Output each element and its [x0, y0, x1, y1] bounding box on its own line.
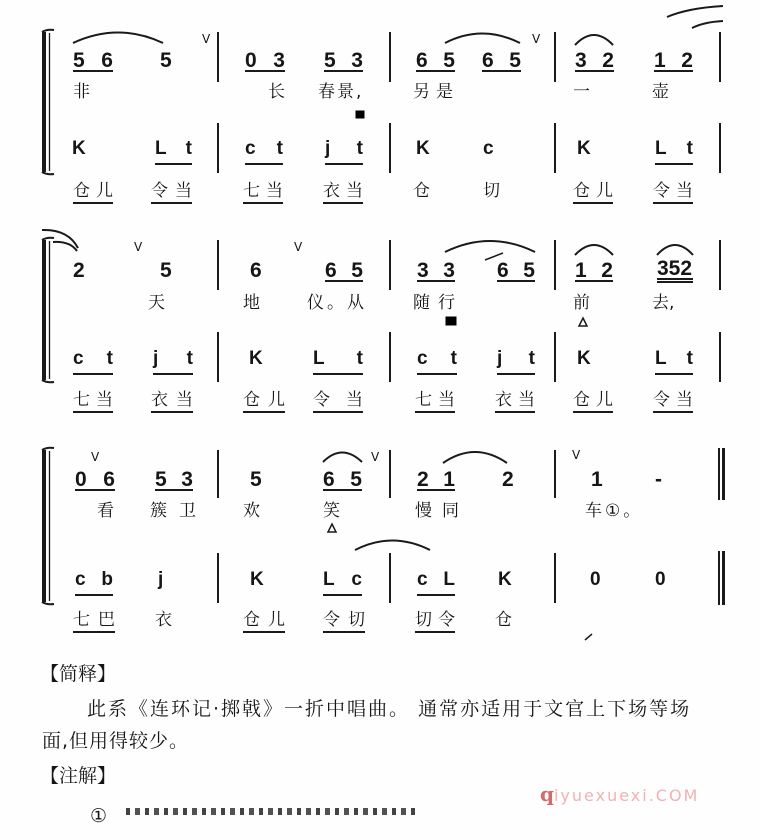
- system-bracket: [42, 30, 54, 175]
- percussion-syllable: 衣当: [323, 183, 363, 204]
- percussion-syllable: 仓儿: [73, 183, 113, 204]
- breath-mark-icon: V: [294, 240, 303, 254]
- final-double-barline: [719, 448, 724, 605]
- breath-mark-icon: V: [572, 448, 581, 462]
- percussion-symbol: K: [249, 348, 263, 369]
- lyric: 欢: [243, 501, 260, 521]
- percussion-syllable: 仓: [413, 181, 430, 201]
- percussion-syllable: 仓儿: [573, 392, 613, 413]
- percussion-symbol: L t: [313, 349, 363, 375]
- annotation-marker: ①: [90, 805, 108, 827]
- percussion-syllable: 切令: [415, 612, 455, 633]
- note-group: 1 2: [654, 49, 693, 72]
- percussion-symbol: K: [577, 348, 591, 369]
- note: 5: [160, 259, 172, 282]
- note: 2: [502, 468, 514, 491]
- percussion-symbol: c L: [417, 570, 455, 596]
- lyric: 前: [573, 293, 590, 313]
- percussion-symbol: K: [72, 138, 86, 159]
- lyric: 笑: [323, 501, 340, 521]
- percussion-rest: 0: [590, 569, 601, 590]
- square-mark-icon: [356, 111, 365, 119]
- lyric: 地: [243, 293, 260, 313]
- explanation-heading: 【简释】: [40, 663, 117, 685]
- lyric: 壶: [652, 82, 669, 102]
- system-bracket: [42, 448, 54, 605]
- percussion-symbol: c b: [75, 570, 113, 596]
- note: 2: [73, 259, 85, 282]
- percussion-symbol: L c: [323, 570, 362, 596]
- percussion-rest: 0: [655, 569, 666, 590]
- note-group: 6 5: [323, 468, 362, 491]
- percussion-syllable: 七当: [415, 392, 455, 413]
- note-group: 5 3: [324, 49, 363, 72]
- annotation-heading: 【注解】: [40, 765, 117, 787]
- percussion-symbol: c t: [417, 349, 457, 375]
- percussion-symbol: K: [250, 569, 264, 590]
- percussion-syllable: 仓儿: [243, 612, 285, 633]
- percussion-syllable: 令当: [313, 392, 363, 413]
- note: 5: [250, 468, 262, 491]
- lyric: 一: [573, 82, 590, 102]
- note-group: 6 5: [325, 259, 363, 282]
- percussion-symbol: j t: [497, 349, 535, 375]
- percussion-symbol: c: [483, 138, 494, 159]
- note: 5: [160, 49, 172, 72]
- lyric: 去,: [652, 293, 675, 313]
- percussion-symbol: K: [416, 138, 430, 159]
- breath-mark-icon: V: [202, 32, 211, 46]
- percussion-symbol: c t: [245, 139, 283, 165]
- note-group: 0 6: [75, 468, 115, 491]
- percussion-symbol: L t: [655, 349, 693, 375]
- lyric: 长: [268, 82, 285, 102]
- lyric: 另是: [413, 82, 459, 102]
- watermark-logo-letter: q: [540, 782, 554, 806]
- cut-off-text-fragment: [126, 808, 416, 815]
- breath-mark-icon: V: [371, 450, 380, 464]
- percussion-syllable: 衣当: [495, 392, 535, 413]
- lyric: 随行: [413, 293, 463, 313]
- explanation-line: 面,但用得较少。: [42, 730, 190, 752]
- square-mark-icon: [446, 317, 457, 326]
- note: 6: [250, 259, 262, 282]
- percussion-syllable: 七当: [73, 392, 113, 413]
- lyric: 车①。: [585, 501, 644, 521]
- percussion-syllable: 衣: [155, 610, 172, 630]
- lyric: 非: [73, 82, 90, 102]
- lyric-marks: [328, 111, 587, 533]
- breath-mark-icon: V: [532, 32, 541, 46]
- percussion-symbol: j: [158, 569, 164, 590]
- lyric: 仪。从: [307, 293, 367, 313]
- lyric: 慢同: [415, 501, 469, 521]
- watermark-text: iyuexuexi.COM: [553, 786, 700, 805]
- note-group: 6 5: [497, 259, 535, 282]
- barlines: [218, 240, 720, 382]
- note-group: 5 6: [73, 49, 113, 72]
- percussion-symbol: j t: [153, 349, 193, 375]
- percussion-syllable: 切: [483, 181, 500, 201]
- note-extension: -: [655, 468, 662, 491]
- percussion-symbol: c t: [73, 349, 113, 375]
- percussion-syllable: 仓儿: [243, 392, 285, 413]
- percussion-syllable: 仓儿: [573, 183, 613, 204]
- triangle-mark-icon: [328, 524, 336, 532]
- note-group: 5 3: [155, 468, 193, 491]
- percussion-syllable: 衣当: [151, 392, 193, 413]
- breath-mark-icon: V: [91, 450, 100, 464]
- note: 1: [591, 468, 603, 491]
- note-group: 3 3: [417, 259, 455, 282]
- barlines: [218, 32, 720, 173]
- watermark: [540, 784, 699, 806]
- percussion-symbol: K: [498, 569, 512, 590]
- percussion-syllable: 仓: [495, 610, 512, 630]
- note-group: 0 3: [245, 49, 285, 72]
- explanation-line: 此系《连环记·掷戟》一折中唱曲。 通常亦适用于文官上下场等场: [87, 698, 692, 720]
- note-group: 6 5: [482, 49, 521, 72]
- system-bracket: [42, 238, 54, 383]
- percussion-syllable: 令当: [653, 183, 693, 204]
- percussion-syllable: 令当: [653, 392, 693, 413]
- note-group: 6 5: [416, 49, 455, 72]
- slurs: [42, 6, 723, 640]
- percussion-symbol: K: [577, 138, 591, 159]
- lyric: 天: [148, 293, 165, 313]
- annotation-first-line-cut: [88, 805, 428, 827]
- percussion-syllable: 七巴: [73, 612, 115, 633]
- percussion-symbol: j t: [325, 139, 363, 165]
- percussion-syllable: 令切: [323, 612, 365, 633]
- note-group: 1 2: [575, 259, 613, 282]
- lyric: 簇卫: [150, 501, 208, 521]
- note-group: 3 2: [575, 49, 614, 72]
- percussion-syllable: 令当: [151, 183, 192, 204]
- lyric: 看: [97, 501, 114, 521]
- percussion-symbol: L t: [155, 139, 192, 165]
- percussion-syllable: 七当: [243, 183, 283, 204]
- note-group: 2 1: [417, 468, 455, 491]
- percussion-symbol: L t: [655, 139, 693, 165]
- triangle-mark-icon: [579, 318, 587, 326]
- note-group: 352: [657, 258, 693, 283]
- lyric: 春景,: [318, 82, 364, 102]
- breath-mark-icon: V: [134, 240, 143, 254]
